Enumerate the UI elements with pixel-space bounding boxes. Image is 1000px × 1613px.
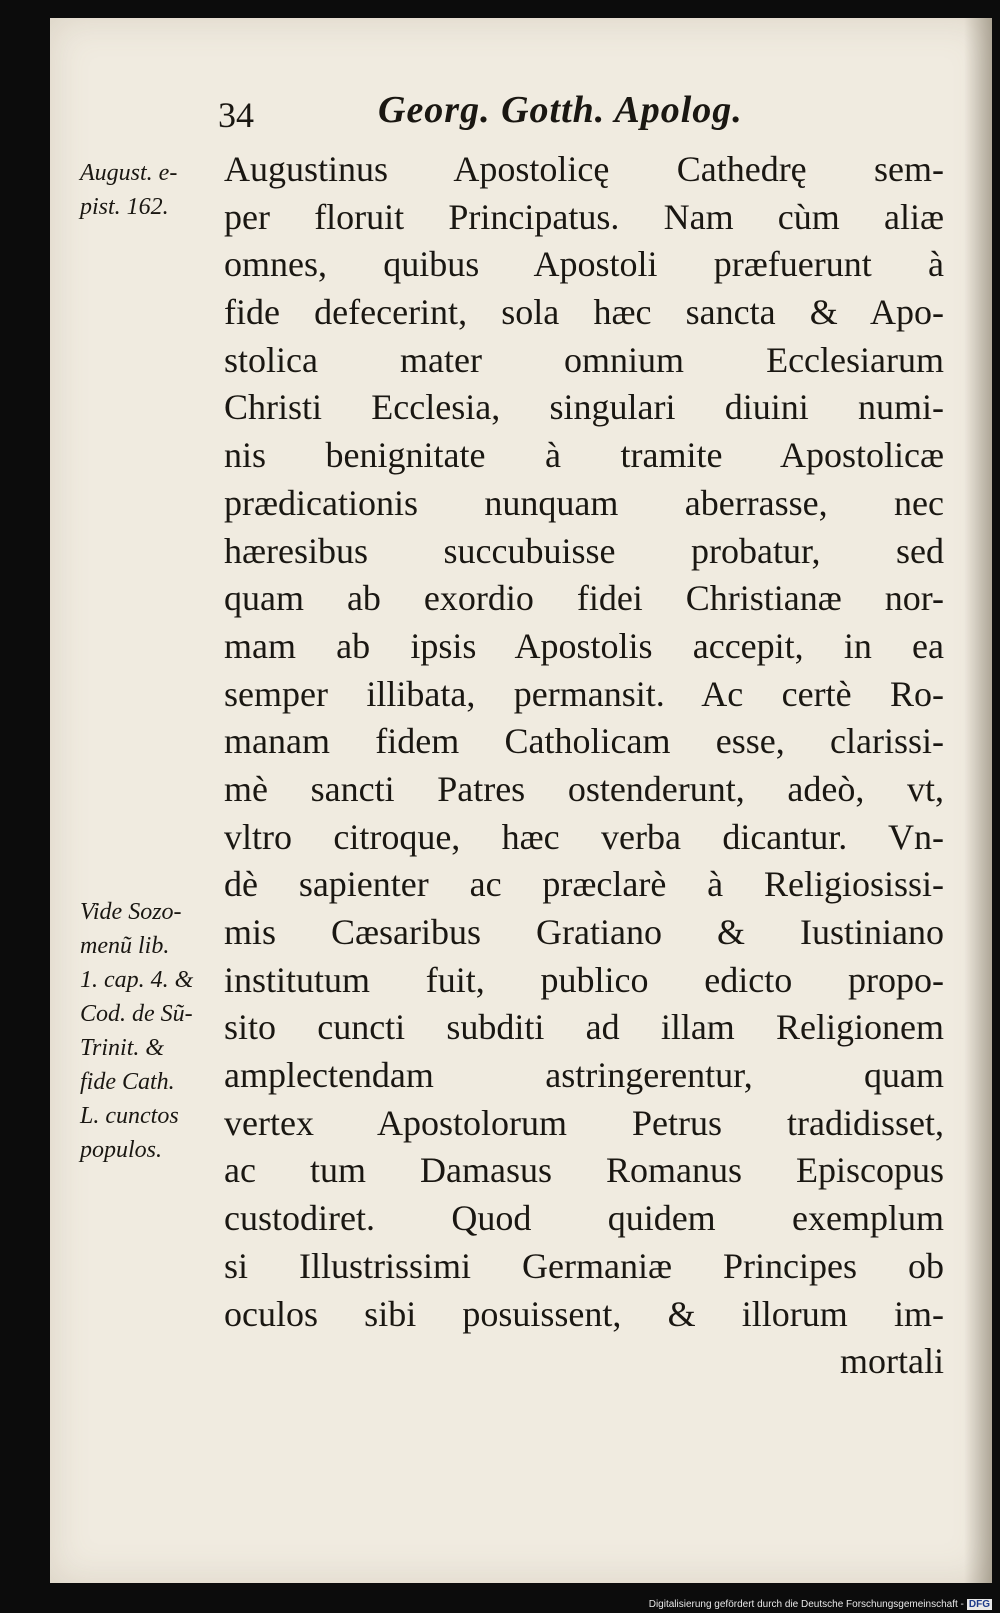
margin-note-line: menũ lib. <box>80 933 170 959</box>
running-head: Georg. Gotth. Apolog. <box>378 89 743 131</box>
margin-note-line: L. cunctos <box>80 1103 179 1129</box>
text-line: Christi Ecclesia, singulari diuini numi- <box>224 387 944 428</box>
text-line: mam ab ipsis Apostolis accepit, in ea <box>224 625 944 666</box>
margin-note-line: Trinit. & <box>80 1035 165 1061</box>
text-line: mis Cæsaribus Gratiano & Iustiniano <box>224 912 944 952</box>
text-line: sito cuncti subditi ad illam Religionem <box>224 1007 944 1048</box>
page-number: 34 <box>218 95 254 135</box>
margin-note-line: August. e- <box>80 160 178 186</box>
text-line: hæresibus succubuisse probatur, sed <box>224 530 944 571</box>
text-line: Augustinus Apostolicę Cathedrę sem- <box>224 149 944 189</box>
page-edge-shadow <box>964 18 992 1583</box>
margin-note-line: Cod. de Sũ- <box>80 1001 193 1027</box>
text-line: dè sapienter ac præclarè à Religiosissi- <box>224 864 944 905</box>
text-line: quam ab exordio fidei Christianæ nor- <box>224 578 944 619</box>
text-line: per floruit Principatus. Nam cùm aliæ <box>224 196 944 237</box>
text-line: semper illibata, permansit. Ac certè Ro- <box>224 673 944 714</box>
margin-note-augustine <box>80 156 177 224</box>
digitization-footer <box>649 1599 992 1610</box>
body-text <box>224 146 944 1386</box>
margin-note-sozomen <box>80 895 193 1167</box>
text-line: stolica mater omnium Ecclesiarum <box>224 339 944 380</box>
text-line: vertex Apostolorum Petrus tradidisset, <box>224 1102 944 1143</box>
text-line: prædicationis nunquam aberrasse, nec <box>224 482 944 523</box>
text-line: vltro citroque, hæc verba dicantur. Vn- <box>224 816 944 857</box>
margin-note-line: populos. <box>80 1137 163 1163</box>
page-header <box>218 88 778 138</box>
text-line: mortali <box>840 1341 944 1382</box>
text-line: amplectendam astringerentur, quam <box>224 1055 944 1096</box>
text-line: oculos sibi posuissent, & illorum im- <box>224 1293 944 1334</box>
margin-note-line: 1. cap. 4. & <box>80 967 194 993</box>
text-line: nis benignitate à tramite Apostolicæ <box>224 435 944 476</box>
text-line: si Illustrissimi Germaniæ Principes ob <box>224 1245 944 1286</box>
margin-note-line: fide Cath. <box>80 1069 175 1095</box>
dfg-logo: DFG <box>968 1599 990 1610</box>
text-line: manam fidem Catholicam esse, clarissi- <box>224 721 944 762</box>
text-line: institutum fuit, publico edicto propo- <box>224 959 944 1000</box>
footer-text: Digitalisierung gefördert durch die Deutsche Forschungsgemeinschaft - <box>648 1599 964 1610</box>
text-line: omnes, quibus Apostoli præfuerunt à <box>224 244 944 285</box>
text-line: fide defecerint, sola hæc sancta & Apo- <box>224 292 944 333</box>
text-line: custodiret. Quod quidem exemplum <box>224 1198 944 1239</box>
margin-note-line: Vide Sozo- <box>80 899 182 925</box>
text-line: ac tum Damasus Romanus Episcopus <box>224 1150 944 1191</box>
text-line: mè sancti Patres ostenderunt, adeò, vt, <box>224 768 944 809</box>
margin-note-line: pist. 162. <box>80 194 169 220</box>
